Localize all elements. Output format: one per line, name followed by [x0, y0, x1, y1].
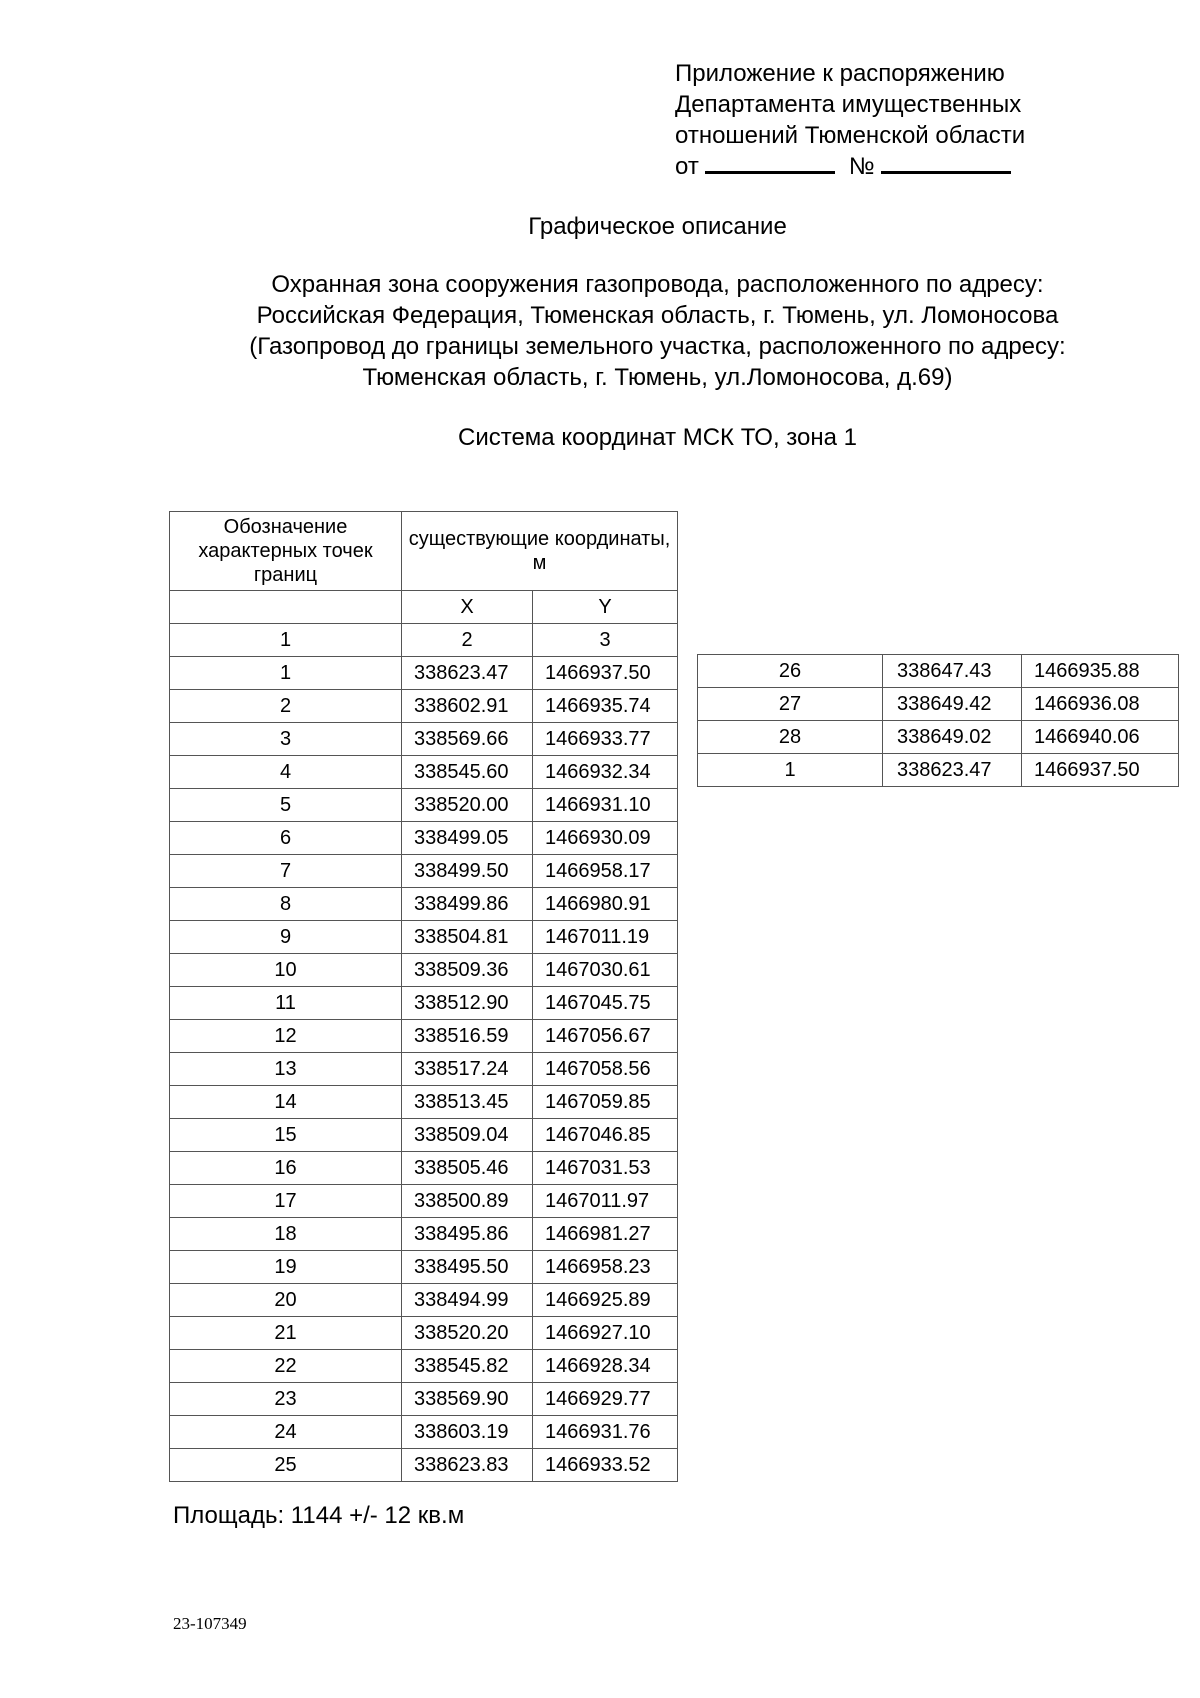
point-cell: 2 — [170, 690, 402, 723]
x-cell: 338517.24 — [402, 1053, 533, 1086]
header-empty-cell — [170, 591, 402, 624]
table-row — [170, 855, 678, 888]
coordinates-table-body — [170, 657, 678, 1482]
point-cell: 6 — [170, 822, 402, 855]
table-row — [170, 1383, 678, 1416]
date-blank — [705, 151, 835, 174]
appendix-header — [675, 58, 1025, 182]
point-cell: 28 — [698, 721, 883, 754]
subject-line-1: Охранная зона сооружения газопровода, расположенного по адресу: — [271, 271, 1044, 298]
x-cell: 338509.36 — [402, 954, 533, 987]
x-cell: 338649.02 — [883, 721, 1022, 754]
x-cell: 338649.42 — [883, 688, 1022, 721]
y-cell: 1466937.50 — [1022, 754, 1179, 787]
point-cell: 18 — [170, 1218, 402, 1251]
x-cell: 338513.45 — [402, 1086, 533, 1119]
subject-description — [0, 269, 1200, 393]
y-cell: 1467058.56 — [533, 1053, 678, 1086]
x-cell: 338623.47 — [402, 657, 533, 690]
point-cell: 9 — [170, 921, 402, 954]
table-row — [170, 657, 678, 690]
y-cell: 1467011.19 — [533, 921, 678, 954]
header-coordinates: существующие координаты, м — [402, 512, 678, 591]
y-cell: 1466936.08 — [1022, 688, 1179, 721]
y-cell: 1467046.85 — [533, 1119, 678, 1152]
point-cell: 20 — [170, 1284, 402, 1317]
subject-line-3: (Газопровод до границы земельного участка, расположенного по адресу: — [249, 333, 1066, 360]
point-cell: 8 — [170, 888, 402, 921]
y-cell: 1466935.88 — [1022, 655, 1179, 688]
table-row — [170, 789, 678, 822]
point-cell: 17 — [170, 1185, 402, 1218]
table-row — [170, 1218, 678, 1251]
appendix-line-1: Приложение к распоряжению — [675, 60, 1005, 87]
x-cell: 338500.89 — [402, 1185, 533, 1218]
table-row — [170, 987, 678, 1020]
x-cell: 338512.90 — [402, 987, 533, 1020]
x-cell: 338623.83 — [402, 1449, 533, 1482]
point-cell: 19 — [170, 1251, 402, 1284]
y-cell: 1466927.10 — [533, 1317, 678, 1350]
y-cell: 1466925.89 — [533, 1284, 678, 1317]
x-cell: 338545.60 — [402, 756, 533, 789]
point-cell: 3 — [170, 723, 402, 756]
point-cell: 21 — [170, 1317, 402, 1350]
document-number: 23-107349 — [173, 1614, 247, 1633]
area-text: Площадь: 1144 +/- 12 кв.м — [173, 1502, 465, 1529]
point-cell: 10 — [170, 954, 402, 987]
x-cell: 338603.19 — [402, 1416, 533, 1449]
y-cell: 1466929.77 — [533, 1383, 678, 1416]
x-cell: 338504.81 — [402, 921, 533, 954]
column-number-2: 2 — [402, 624, 533, 657]
table-row — [170, 756, 678, 789]
x-cell: 338516.59 — [402, 1020, 533, 1053]
table-row — [170, 921, 678, 954]
table-row — [170, 1086, 678, 1119]
point-cell: 5 — [170, 789, 402, 822]
point-cell: 27 — [698, 688, 883, 721]
y-cell: 1466935.74 — [533, 690, 678, 723]
point-cell: 14 — [170, 1086, 402, 1119]
point-cell: 24 — [170, 1416, 402, 1449]
y-cell: 1466932.34 — [533, 756, 678, 789]
y-cell: 1467031.53 — [533, 1152, 678, 1185]
y-cell: 1467030.61 — [533, 954, 678, 987]
y-cell: 1466940.06 — [1022, 721, 1179, 754]
continuation-table-body — [698, 655, 1179, 787]
y-cell: 1466980.91 — [533, 888, 678, 921]
y-cell: 1467059.85 — [533, 1086, 678, 1119]
point-cell: 25 — [170, 1449, 402, 1482]
x-cell: 338494.99 — [402, 1284, 533, 1317]
table-row — [170, 1020, 678, 1053]
point-cell: 12 — [170, 1020, 402, 1053]
from-label: от — [675, 153, 699, 180]
y-cell: 1466931.76 — [533, 1416, 678, 1449]
x-cell: 338520.20 — [402, 1317, 533, 1350]
table-row — [698, 754, 1179, 787]
column-number-3: 3 — [533, 624, 678, 657]
y-cell: 1466933.77 — [533, 723, 678, 756]
x-cell: 338499.05 — [402, 822, 533, 855]
x-cell: 338569.90 — [402, 1383, 533, 1416]
table-row — [698, 688, 1179, 721]
table-row — [170, 723, 678, 756]
continuation-table — [697, 654, 1179, 787]
y-cell: 1466933.52 — [533, 1449, 678, 1482]
x-cell: 338569.66 — [402, 723, 533, 756]
y-cell: 1467056.67 — [533, 1020, 678, 1053]
header-points: Обозначение характерных точек границ — [170, 512, 402, 591]
coordinate-system: Система координат МСК ТО, зона 1 — [458, 424, 857, 451]
header-x: X — [402, 591, 533, 624]
table-row — [170, 1317, 678, 1350]
point-cell: 23 — [170, 1383, 402, 1416]
table-row — [170, 888, 678, 921]
point-cell: 15 — [170, 1119, 402, 1152]
subject-line-2: Российская Федерация, Тюменская область, г. Тюмень, ул. Ломоносова — [256, 302, 1059, 329]
point-cell: 7 — [170, 855, 402, 888]
table-row — [170, 1152, 678, 1185]
y-cell: 1466928.34 — [533, 1350, 678, 1383]
table-row — [170, 1251, 678, 1284]
y-cell: 1466937.50 — [533, 657, 678, 690]
table-row — [170, 1053, 678, 1086]
y-cell: 1466931.10 — [533, 789, 678, 822]
x-cell: 338499.86 — [402, 888, 533, 921]
column-number-1: 1 — [170, 624, 402, 657]
table-row — [170, 1449, 678, 1482]
x-cell: 338505.46 — [402, 1152, 533, 1185]
table-row — [170, 954, 678, 987]
point-cell: 16 — [170, 1152, 402, 1185]
point-cell: 26 — [698, 655, 883, 688]
x-cell: 338499.50 — [402, 855, 533, 888]
table-row — [698, 655, 1179, 688]
x-cell: 338602.91 — [402, 690, 533, 723]
x-cell: 338495.50 — [402, 1251, 533, 1284]
y-cell: 1467045.75 — [533, 987, 678, 1020]
x-cell: 338495.86 — [402, 1218, 533, 1251]
x-cell: 338647.43 — [883, 655, 1022, 688]
point-cell: 11 — [170, 987, 402, 1020]
y-cell: 1466981.27 — [533, 1218, 678, 1251]
table-row — [170, 1416, 678, 1449]
point-cell: 1 — [170, 657, 402, 690]
subject-line-4: Тюменская область, г. Тюмень, ул.Ломоносова, д.69) — [362, 364, 953, 391]
table-row — [170, 1284, 678, 1317]
table-row — [170, 690, 678, 723]
point-cell: 22 — [170, 1350, 402, 1383]
coordinates-table — [169, 511, 678, 1482]
number-blank — [881, 151, 1011, 174]
appendix-date-number-line — [675, 151, 1025, 182]
x-cell: 338545.82 — [402, 1350, 533, 1383]
table-row — [170, 1185, 678, 1218]
table-row — [170, 822, 678, 855]
y-cell: 1466930.09 — [533, 822, 678, 855]
table-row — [170, 1119, 678, 1152]
point-cell: 13 — [170, 1053, 402, 1086]
appendix-line-2: Департамента имущественных — [675, 91, 1022, 118]
point-cell: 1 — [698, 754, 883, 787]
header-y: Y — [533, 591, 678, 624]
document-title: Графическое описание — [528, 213, 787, 240]
x-cell: 338520.00 — [402, 789, 533, 822]
y-cell: 1467011.97 — [533, 1185, 678, 1218]
appendix-line-3: отношений Тюменской области — [675, 122, 1026, 149]
y-cell: 1466958.23 — [533, 1251, 678, 1284]
point-cell: 4 — [170, 756, 402, 789]
x-cell: 338509.04 — [402, 1119, 533, 1152]
x-cell: 338623.47 — [883, 754, 1022, 787]
table-row — [170, 1350, 678, 1383]
table-row — [698, 721, 1179, 754]
number-label: № — [848, 153, 875, 180]
y-cell: 1466958.17 — [533, 855, 678, 888]
